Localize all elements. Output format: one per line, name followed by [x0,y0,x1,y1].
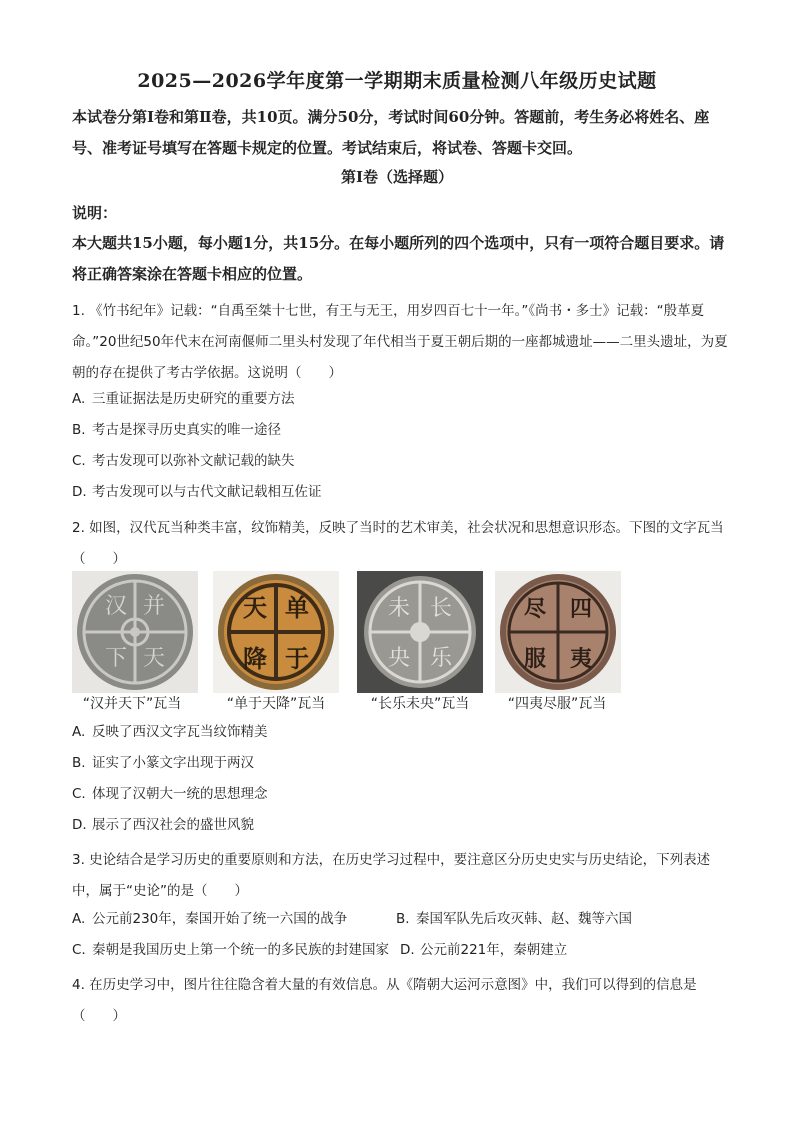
wadang-char: 下 [104,646,128,671]
option-text: 秦国军队先后攻灭韩、赵、魏等六国 [416,911,632,927]
option-text: 公元前230年，秦国开始了统一六国的战争 [92,911,348,927]
option-text: 体现了汉朝大一统的思想理念 [92,786,268,802]
wadang-char: 于 [285,644,309,673]
q2-option-b[interactable] [72,752,254,774]
wadang-char: 并 [142,594,166,619]
note-label: 说明： [72,204,118,222]
option-key: B. [72,422,86,438]
option-text: 反映了西汉文字瓦当纹饰精美 [92,724,268,740]
option-text: 证实了小篆文字出现于两汉 [92,755,254,771]
option-key: C. [72,786,86,802]
option-key: D. [72,484,87,500]
wadang-image-2 [213,571,339,693]
wadang-char: 夷 [569,646,593,672]
wadang-char: 汉 [104,594,128,619]
wadang-char: 央 [387,646,411,671]
q1-option-b[interactable] [72,419,281,441]
wadang-char: 降 [243,644,267,673]
wadang-image-1 [72,571,198,693]
option-text: 考古是探寻历史真实的唯一途径 [92,422,281,438]
wadang-caption-1: “汉并天下”瓦当 [82,696,182,712]
question-2-stem: 2. 如图，汉代瓦当种类丰富，纹饰精美，反映了当时的艺术审美，社会状况和思想意识形态。下图的文字瓦当（ ） [72,520,724,567]
q1-option-a[interactable] [72,388,295,410]
option-key: D. [400,942,415,958]
q3-option-a[interactable] [72,908,347,930]
option-key: A. [72,724,86,740]
option-key: D. [72,817,87,833]
option-key: C. [72,942,86,958]
question-4-stem: 4. 在历史学习中，图片往往隐含着大量的有效信息。从《隋朝大运河示意图》中，我们可以得到的信息是（ ） [72,977,697,1024]
option-key: A. [72,391,86,407]
q1-option-c[interactable] [72,450,295,472]
wadang-caption-2: “单于天降”瓦当 [226,696,326,712]
q3-option-d[interactable] [400,939,567,961]
wadang-char: 尽 [523,596,547,622]
q2-option-a[interactable] [72,721,268,743]
q3-option-b[interactable] [396,908,632,930]
option-text: 考古发现可以弥补文献记载的缺失 [92,453,295,469]
option-key: C. [72,453,86,469]
wadang-char: 长 [429,596,453,621]
wadang-char: 单 [285,593,309,622]
option-text: 考古发现可以与古代文献记载相互佐证 [92,484,322,500]
wadang-char: 天 [142,646,166,671]
option-text: 秦朝是我国历史上第一个统一的多民族的封建国家 [92,942,389,958]
wadang-char: 未 [387,596,411,621]
option-key: B. [396,911,410,927]
note-text: 本大题共15小题，每小题1分，共15分。在每小题所列的四个选项中，只有一项符合题目要求。请将正确答案涂在答题卡相应的位置。 [72,234,725,283]
wadang-char: 天 [243,593,267,622]
option-text: 公元前221年，秦朝建立 [420,942,568,958]
exam-title: 2025—2026学年度第一学期期末质量检测八年级历史试题 [137,70,657,92]
wadang-char: 四 [569,596,593,622]
q2-option-c[interactable] [72,783,268,805]
question-1-stem: 1. 《竹书纪年》记载：“自禹至桀十七世，有王与无王，用岁四百七十一年。”《尚书・多士》记载：“殷革夏命。”20世纪50年代末在河南偃师二里头村发现了年代相当于夏王朝后期的一座都城遗址——二里头遗址，为夏朝的存在提供了考古学依据。这说明（ ） [72,303,728,381]
option-text: 三重证据法是历史研究的重要方法 [92,391,295,407]
q2-option-d[interactable] [72,814,254,836]
q1-option-d[interactable] [72,481,322,503]
option-key: B. [72,755,86,771]
question-3-stem: 3. 史论结合是学习历史的重要原则和方法，在历史学习过程中，要注意区分历史史实与历史结论，下列表述中，属于“史论”的是（ ） [72,852,711,899]
q3-option-c[interactable] [72,939,389,961]
section-title: 第Ⅰ卷（选择题） [340,168,454,186]
wadang-caption-4: “四夷尽服”瓦当 [507,696,607,712]
wadang-char: 服 [523,646,547,672]
wadang-image-3 [357,571,483,693]
wadang-char: 乐 [429,646,453,671]
option-key: A. [72,911,86,927]
wadang-image-4 [495,571,621,693]
wadang-caption-3: “长乐未央”瓦当 [370,696,470,712]
exam-instructions: 本试卷分第Ⅰ卷和第Ⅱ卷，共10页。满分50分，考试时间60分钟。答题前，考生务必将姓名、座号、准考证号填写在答题卡规定的位置。考试结束后，将试卷、答题卡交回。 [72,108,710,157]
option-text: 展示了西汉社会的盛世风貌 [92,817,254,833]
